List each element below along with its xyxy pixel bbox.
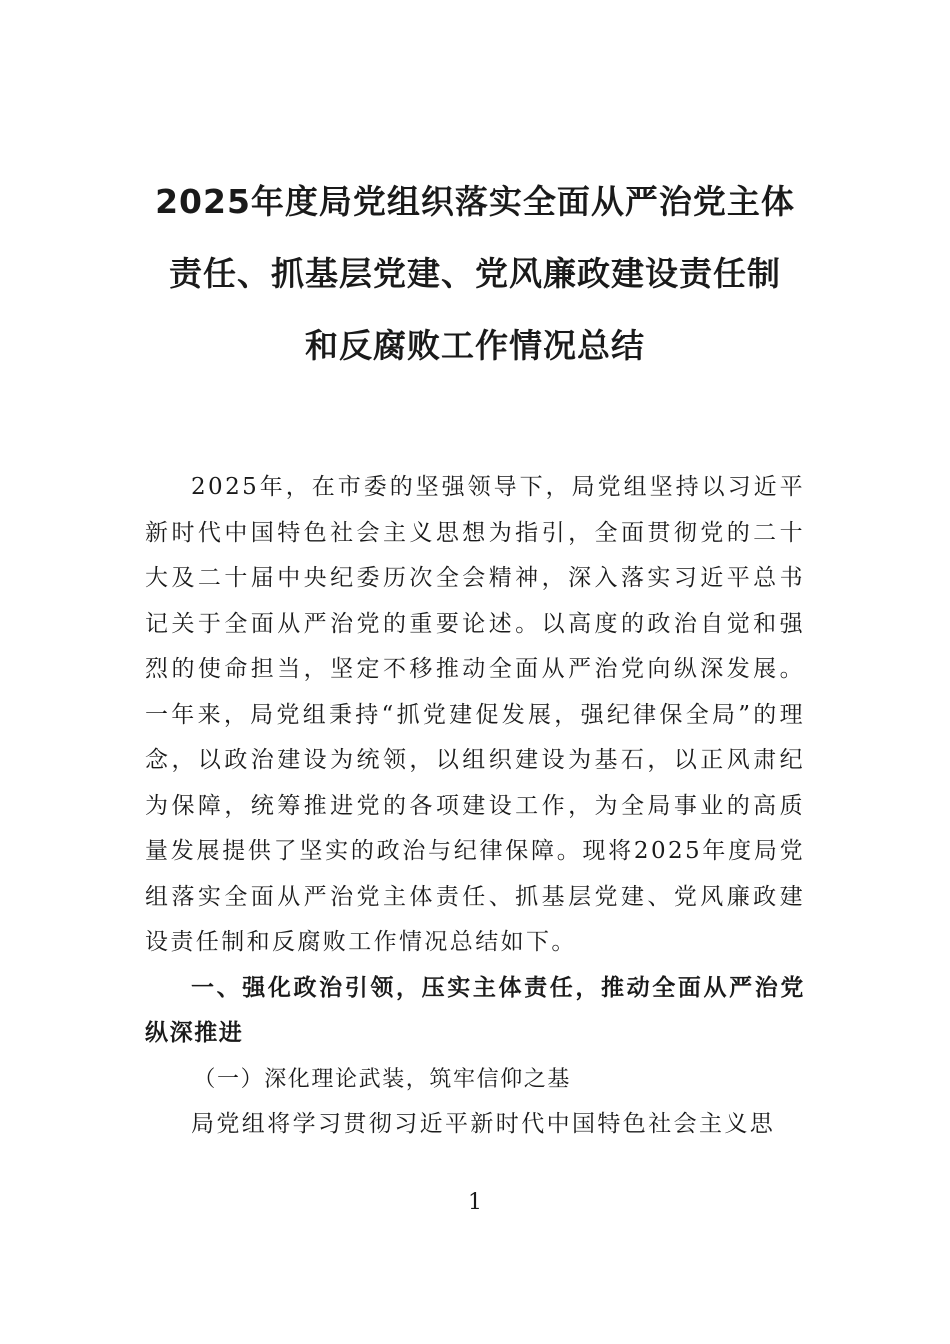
- title-line-3: 和反腐败工作情况总结: [305, 326, 645, 365]
- intro-paragraph: 2025年，在市委的坚强领导下，局党组坚持以习近平新时代中国特色社会主义思想为指引，全面贯彻党的二十大及二十届中央纪委历次全会精神，深入落实习近平总书记关于全面从严治党的重要论述。以高度的政治自觉和强烈的使命担当，坚定不移推动全面从严治党向纵深发展。一年来，局党组秉持“抓党建促发展，强纪律保全局”的理念，以政治建设为统领，以组织建设为基石，以正风肃纪为保障，统筹推进党的各项建设工作，为全局事业的高质量发展提供了坚实的政治与纪律保障。现将2025年度局党组落实全面从严治党主体责任、抓基层党建、党风廉政建设责任制和反腐败工作情况总结如下。: [145, 474, 805, 955]
- section-1-heading: 一、强化政治引领，压实主体责任，推动全面从严治党纵深推进: [145, 974, 805, 1046]
- subsection-1-heading: （一）深化理论武装，筑牢信仰之基: [193, 1066, 571, 1092]
- title-line-1: 2025年度局党组织落实全面从严治党主体: [155, 182, 795, 221]
- page-number: 1: [468, 1190, 482, 1215]
- document-body: [145, 465, 805, 1148]
- title-line-2: 责任、抓基层党建、党风廉政建设责任制: [169, 254, 781, 293]
- subsection-1-paragraph: 局党组将学习贯彻习近平新时代中国特色社会主义思: [191, 1111, 776, 1137]
- document-title: [120, 166, 830, 382]
